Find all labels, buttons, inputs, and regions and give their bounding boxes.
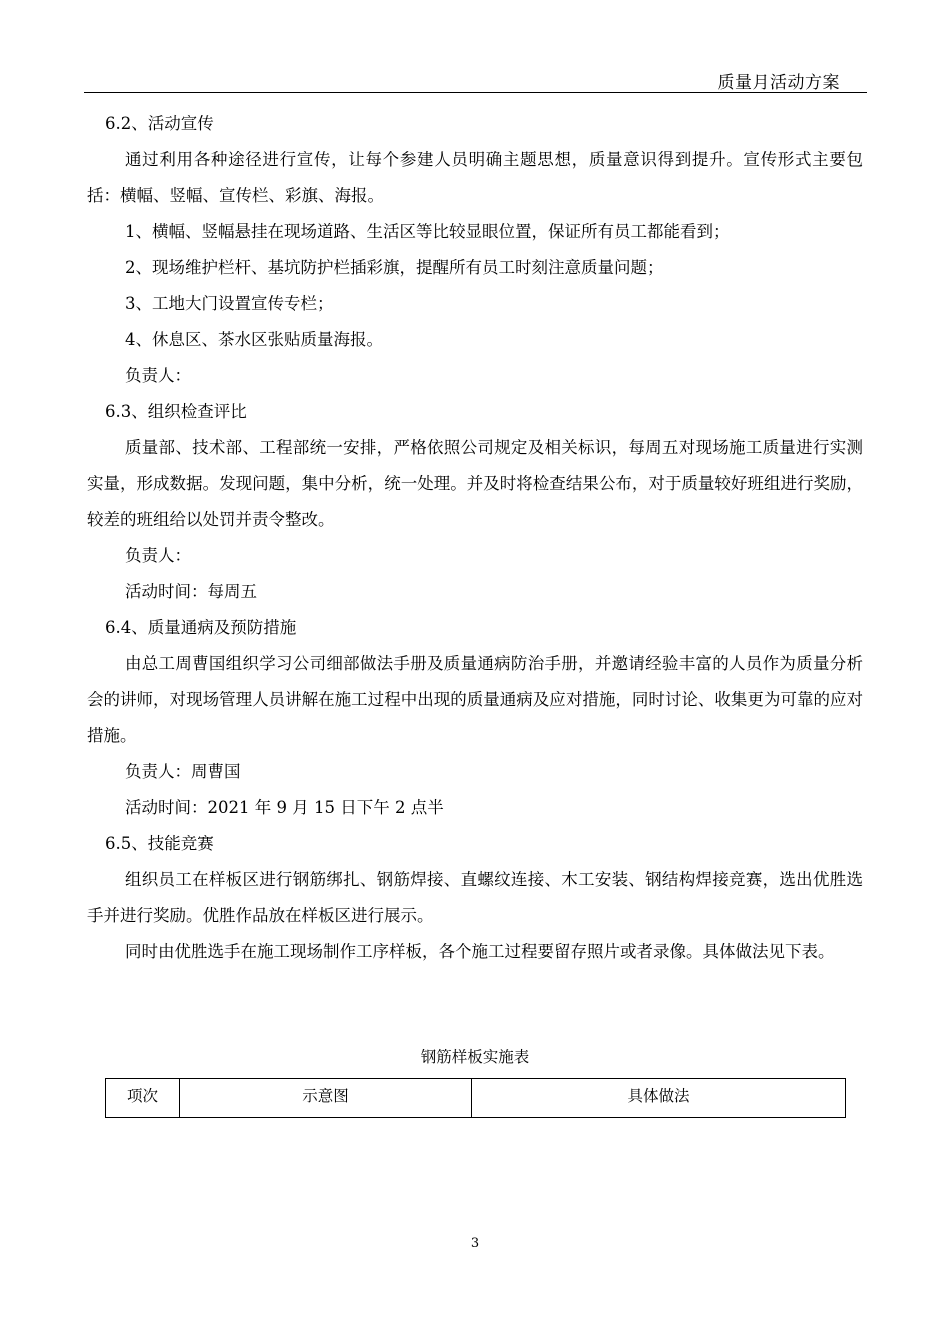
table-header-cell: 具体做法 (472, 1079, 846, 1118)
page-number: 3 (470, 1236, 480, 1251)
section-6-3-time: 活动时间：每周五 (125, 582, 257, 601)
table-header-row (106, 1079, 846, 1118)
section-6-2-heading: 6.2、活动宣传 (105, 114, 214, 133)
section-6-5-body-2: 同时由优胜选手在施工现场制作工序样板，各个施工过程要留存照片或者录像。具体做法见下表。 (125, 942, 835, 961)
section-6-4-heading: 6.4、质量通病及预防措施 (105, 618, 297, 637)
section-6-4-time: 活动时间：2021 年 9 月 15 日下午 2 点半 (125, 798, 444, 817)
rebar-sample-table (105, 1078, 846, 1118)
section-6-3-heading: 6.3、组织检查评比 (105, 402, 247, 421)
section-6-5-heading: 6.5、技能竞赛 (105, 834, 214, 853)
table-header-cell: 示意图 (180, 1079, 472, 1118)
section-6-2-owner: 负责人： (125, 366, 191, 385)
table-caption: 钢筋样板实施表 (420, 1048, 530, 1066)
header-rule (84, 92, 867, 93)
list-item: 2、现场维护栏杆、基坑防护栏插彩旗，提醒所有员工时刻注意质量问题； (125, 258, 664, 277)
section-6-4-owner: 负责人：周曹国 (125, 762, 241, 781)
list-item: 1、横幅、竖幅悬挂在现场道路、生活区等比较显眼位置，保证所有员工都能看到； (125, 222, 730, 241)
table-header-cell: 项次 (106, 1079, 180, 1118)
section-6-3-owner: 负责人： (125, 546, 191, 565)
list-item: 4、休息区、茶水区张贴质量海报。 (125, 330, 383, 349)
header-title: 质量月活动方案 (717, 73, 840, 93)
section-6-2-intro: 通过利用各种途径进行宣传，让每个参建人员明确主题思想，质量意识得到提升。宣传形式主要包括：横幅、竖幅、宣传栏、彩旗、海报。 (87, 150, 863, 205)
section-6-4-body: 由总工周曹国组织学习公司细部做法手册及质量通病防治手册，并邀请经验丰富的人员作为质量分析会的讲师，对现场管理人员讲解在施工过程中出现的质量通病及应对措施，同时讨论、收集更为可靠的应对措施。 (87, 654, 863, 745)
section-6-3-body: 质量部、技术部、工程部统一安排，严格依照公司规定及相关标识，每周五对现场施工质量进行实测实量，形成数据。发现问题，集中分析，统一处理。并及时将检查结果公布，对于质量较好班组进行奖励，较差的班组给以处罚并责令整改。 (87, 438, 863, 529)
section-6-5-body-1: 组织员工在样板区进行钢筋绑扎、钢筋焊接、直螺纹连接、木工安装、钢结构焊接竞赛，选出优胜选手并进行奖励。优胜作品放在样板区进行展示。 (87, 870, 863, 925)
list-item: 3、工地大门设置宣传专栏； (125, 294, 334, 313)
document-body (87, 106, 863, 970)
